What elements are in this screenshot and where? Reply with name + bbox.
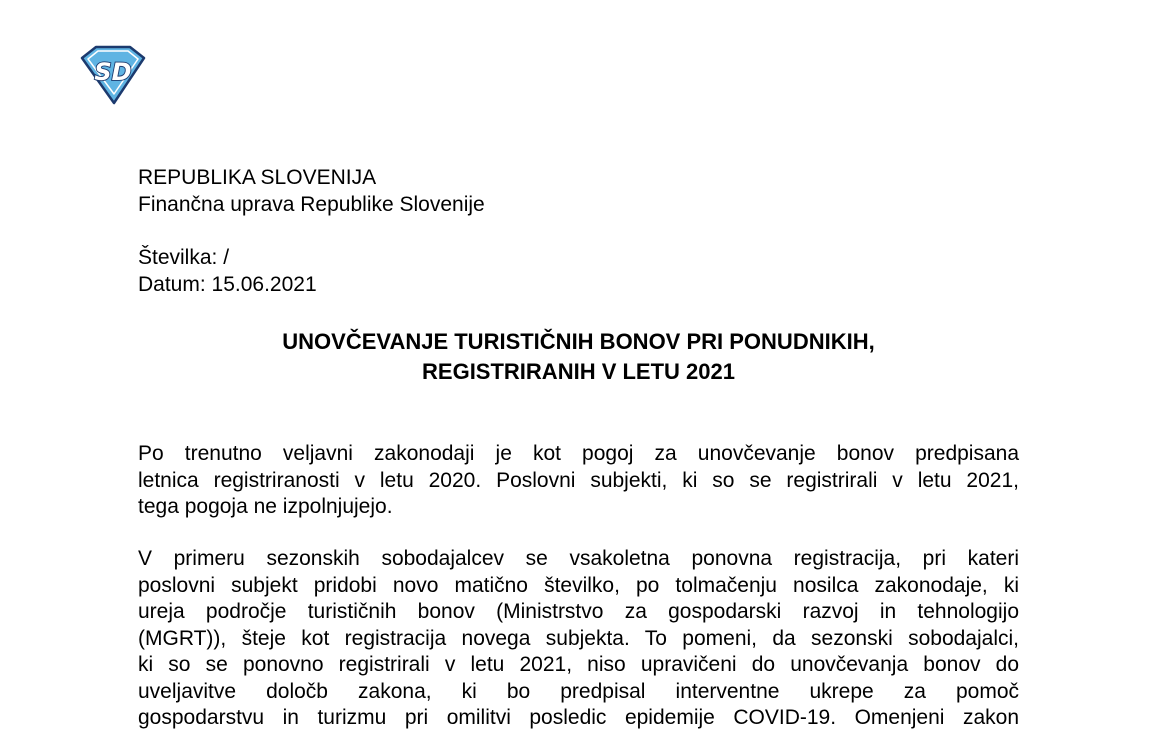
document-date: Datum: 15.06.2021 (138, 273, 317, 296)
paragraph-line: V primeru sezonskih sobodajalcev se vsakoletna ponovna registracija, pri kateri (138, 547, 1019, 570)
paragraph-line: tega pogoja ne izpolnjujejo. (138, 495, 393, 518)
document-title (138, 327, 1019, 387)
logo-letters: SD (94, 58, 132, 86)
document-number: Številka: / (138, 246, 230, 269)
paragraph-2 (138, 546, 1019, 732)
paragraph-line: Po trenutno veljavni zakonodaji je kot pogoj za unovčevanje bonov predpisana (138, 442, 1019, 465)
issuer-block (138, 164, 485, 298)
shield-logo-icon (76, 44, 148, 106)
authority-name: Finančna uprava Republike Slovenije (138, 193, 485, 216)
paragraph-line: uveljavitve določb zakona, ki bo predpisal interventne ukrepe za pomoč (138, 679, 1019, 703)
paragraph-line: ureja področje turističnih bonov (Ministrstvo za gospodarski razvoj in tehnologijo (138, 600, 1019, 623)
title-line-1: UNOVČEVANJE TURISTIČNIH BONOV PRI PONUDNIKIH, (282, 329, 875, 354)
paragraph-line: gospodarstvu in turizmu pri omilitvi posledic epidemije COVID-19. Omenjeni zakon (138, 706, 1019, 729)
title-line-2: REGISTRIRANIH V LETU 2021 (422, 359, 735, 384)
paragraph-line: ki so se ponovno registrirali v letu 2021, niso upravičeni do unovčevanja bonov do (138, 653, 1019, 676)
paragraph-line: poslovni subjekt pridobi novo matično številko, po tolmačenju nosilca zakonodaje, ki (138, 573, 1019, 597)
republic-name: REPUBLIKA SLOVENIJA (138, 166, 377, 189)
paragraph-line: letnica registriranosti v letu 2020. Poslovni subjekti, ki so se registrirali v letu 2021, (138, 468, 1019, 492)
fu-logo (76, 44, 148, 106)
paragraph-line: (MGRT)), šteje kot registracija novega subjekta. To pomeni, da sezonski sobodajalci, (138, 626, 1019, 650)
paragraph-1 (138, 441, 1019, 521)
